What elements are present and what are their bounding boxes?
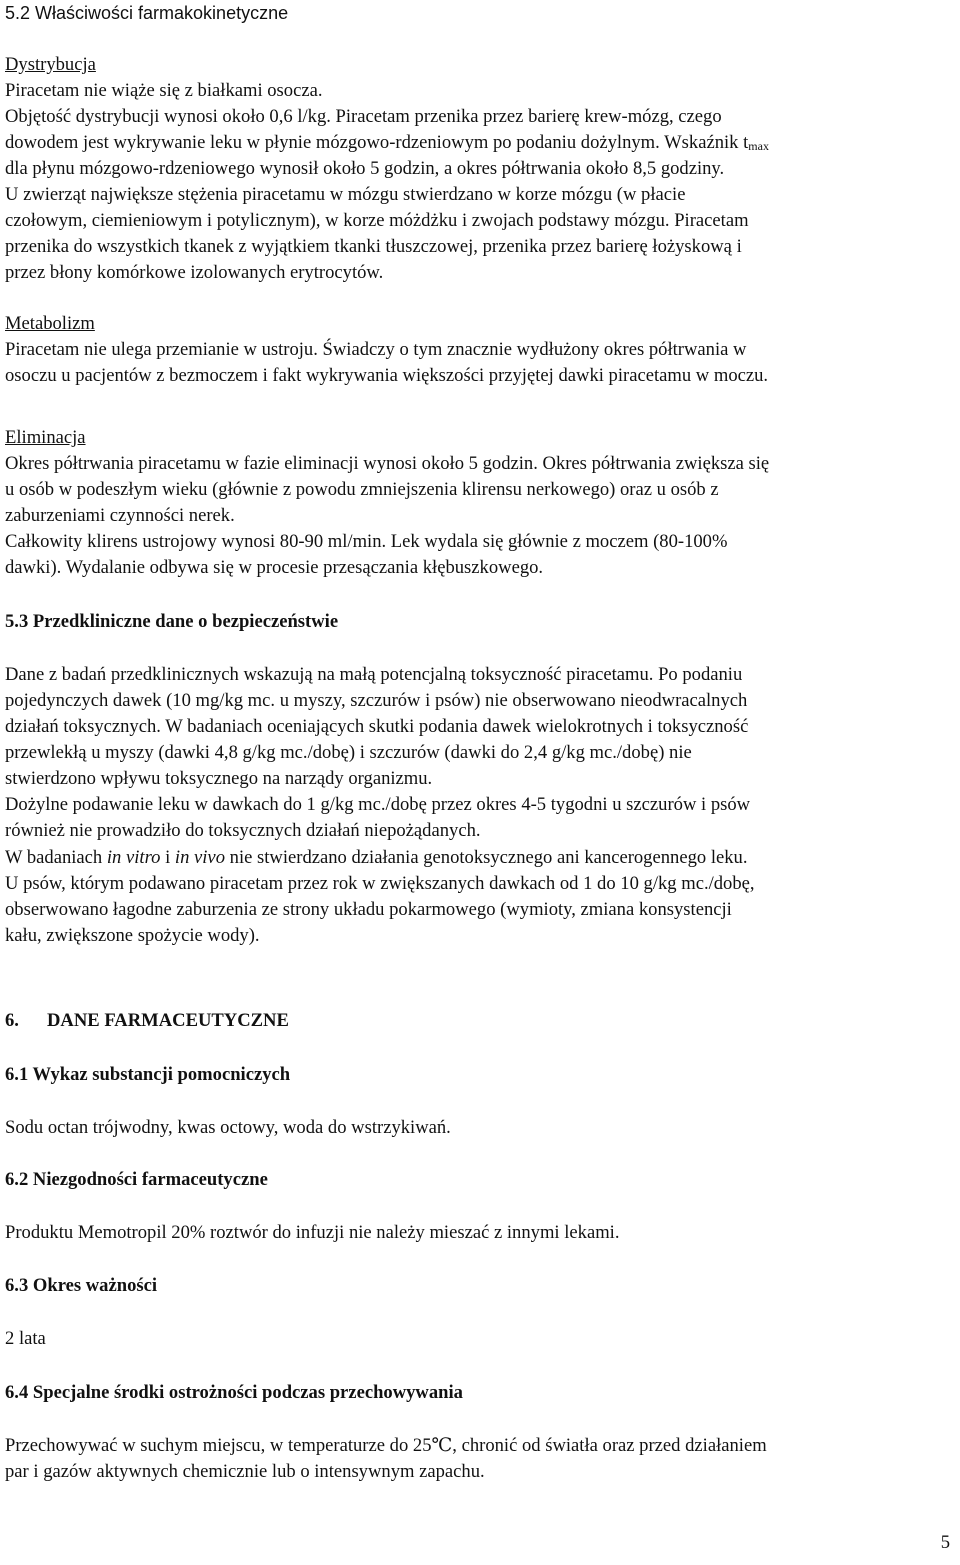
preclinical-line: Dożylne podawanie leku w dawkach do 1 g/kg mc./dobę przez okres 4-5 tygodni u szczurów i psów — [5, 794, 751, 815]
dystrybucja-line: Piracetam nie wiąże się z białkami osocza. — [5, 80, 323, 101]
section-6-1-title: 6.1 Wykaz substancji pomocniczych — [5, 1064, 291, 1085]
section-6-4-line: par i gazów aktywnych chemicznie lub o intensywnym zapachu. — [5, 1461, 485, 1482]
text-span: czołowym, ciemieniowym i potylicznym), w korze móżdżku i zwojach podstawy mózgu. — [5, 210, 670, 231]
section-6-3-title: 6.3 Okres ważności — [5, 1275, 158, 1296]
preclinical-line: Dane z badań przedklinicznych wskazują na małą potencjalną toksyczność piracetamu. Po podaniu — [5, 664, 743, 685]
metabolizm-line: Piracetam nie ulega przemianie w ustroju. Świadczy o tym znacznie wydłużony okres półtrwania w — [5, 339, 747, 360]
dystrybucja-line — [5, 130, 769, 156]
dystrybucja-line: przenika do wszystkich tkanek z wyjątkiem tkanki tłuszczowej, przenika przez barierę łożyskową i — [5, 236, 742, 257]
eliminacja-line: Okres półtrwania piracetamu w fazie eliminacji wynosi około 5 godzin. Okres półtrwania zwiększa się — [5, 453, 770, 474]
eliminacja-line: dawki). Wydalanie odbywa się w procesie przesączania kłębuszkowego. — [5, 557, 544, 578]
section-6-1-text: Sodu octan trójwodny, kwas octowy, woda do wstrzykiwań. — [5, 1117, 451, 1138]
metabolizm-heading: Metabolizm — [5, 313, 95, 334]
italic-term: in vivo — [174, 847, 225, 868]
dystrybucja-line: przez błony komórkowe izolowanych erytrocytów. — [5, 262, 384, 283]
text-span: Wskaźnik t — [664, 132, 749, 153]
subscript: max — [748, 139, 769, 153]
section-6-3-text: 2 lata — [5, 1328, 46, 1349]
dystrybucja-line: U zwierząt największe stężenia piracetamu w mózgu stwierdzano w korze mózgu (w płacie — [5, 184, 686, 205]
eliminacja-line: zaburzeniami czynności nerek. — [5, 505, 235, 526]
eliminacja-line: Całkowity klirens ustrojowy wynosi 80-90 ml/min. Lek wydala się głównie z moczem (80-100% — [5, 531, 728, 552]
section-title-text: DANE FARMACEUTYCZNE — [47, 1010, 289, 1031]
dystrybucja-line — [5, 208, 749, 234]
text-span: nie stwierdzano działania genotoksycznego ani kancerogennego leku. — [225, 847, 748, 868]
metabolizm-line: osoczu u pacjentów z bezmoczem i fakt wykrywania większości przyjętej dawki piracetamu w moczu. — [5, 365, 769, 386]
preclinical-line: kału, zwiększone spożycie wody). — [5, 925, 260, 946]
section-5-2-title: 5.2 Właściwości farmakokinetyczne — [5, 3, 289, 23]
section-6-2-title: 6.2 Niezgodności farmaceutyczne — [5, 1169, 268, 1190]
text-span: i — [160, 847, 175, 868]
section-6-4-line: Przechowywać w suchym miejscu, w temperaturze do 25℃, chronić od światła oraz przed działaniem — [5, 1435, 767, 1456]
preclinical-line: pojedynczych dawek (10 mg/kg mc. u myszy, szczurów i psów) nie obserwowano nieodwracalnych — [5, 690, 748, 711]
dystrybucja-heading: Dystrybucja — [5, 54, 96, 75]
preclinical-line: działań toksycznych. W badaniach oceniających skutki podania dawek wielokrotnych i toksyczność — [5, 716, 749, 737]
text-span: Piracetam — [669, 210, 749, 231]
italic-term: in vitro — [106, 847, 161, 868]
preclinical-line: U psów, którym podawano piracetam przez rok w zwiększanych dawkach od 1 do 10 g/kg mc./dobę, — [5, 873, 755, 894]
text-span: W badaniach — [5, 847, 107, 868]
section-number: 6. — [5, 1010, 19, 1031]
preclinical-line: również nie prowadziło do toksycznych działań niepożądanych. — [5, 820, 481, 841]
text-span: dowodem jest wykrywanie leku w płynie mózgowo-rdzeniowym po podaniu dożylnym. — [5, 132, 665, 153]
eliminacja-line: u osób w podeszłym wieku (głównie z powodu zmniejszenia klirensu nerkowego) oraz u osób z — [5, 479, 719, 500]
section-5-3-title: 5.3 Przedkliniczne dane o bezpieczeństwie — [5, 611, 339, 632]
section-6-4-title: 6.4 Specjalne środki ostrożności podczas przechowywania — [5, 1382, 463, 1403]
section-6-title — [5, 1008, 289, 1034]
dystrybucja-line: Objętość dystrybucji wynosi około 0,6 l/kg. Piracetam przenika przez barierę krew-mózg, czego — [5, 106, 722, 127]
preclinical-line: przewlekłą u myszy (dawki 4,8 g/kg mc./dobę) i szczurów (dawki do 2,4 g/kg mc./dobę) nie — [5, 742, 692, 763]
preclinical-line: obserwowano łagodne zaburzenia ze strony układu pokarmowego (wymioty, zmiana konsystencji — [5, 899, 732, 920]
preclinical-line — [5, 845, 748, 871]
section-6-2-text: Produktu Memotropil 20% roztwór do infuzji nie należy mieszać z innymi lekami. — [5, 1222, 620, 1243]
page-number: 5 — [940, 1532, 950, 1553]
preclinical-line: stwierdzono wpływu toksycznego na narządy organizmu. — [5, 768, 433, 789]
dystrybucja-line: dla płynu mózgowo-rdzeniowego wynosił około 5 godzin, a okres półtrwania około 8,5 godziny. — [5, 158, 725, 179]
eliminacja-heading: Eliminacja — [5, 427, 86, 448]
